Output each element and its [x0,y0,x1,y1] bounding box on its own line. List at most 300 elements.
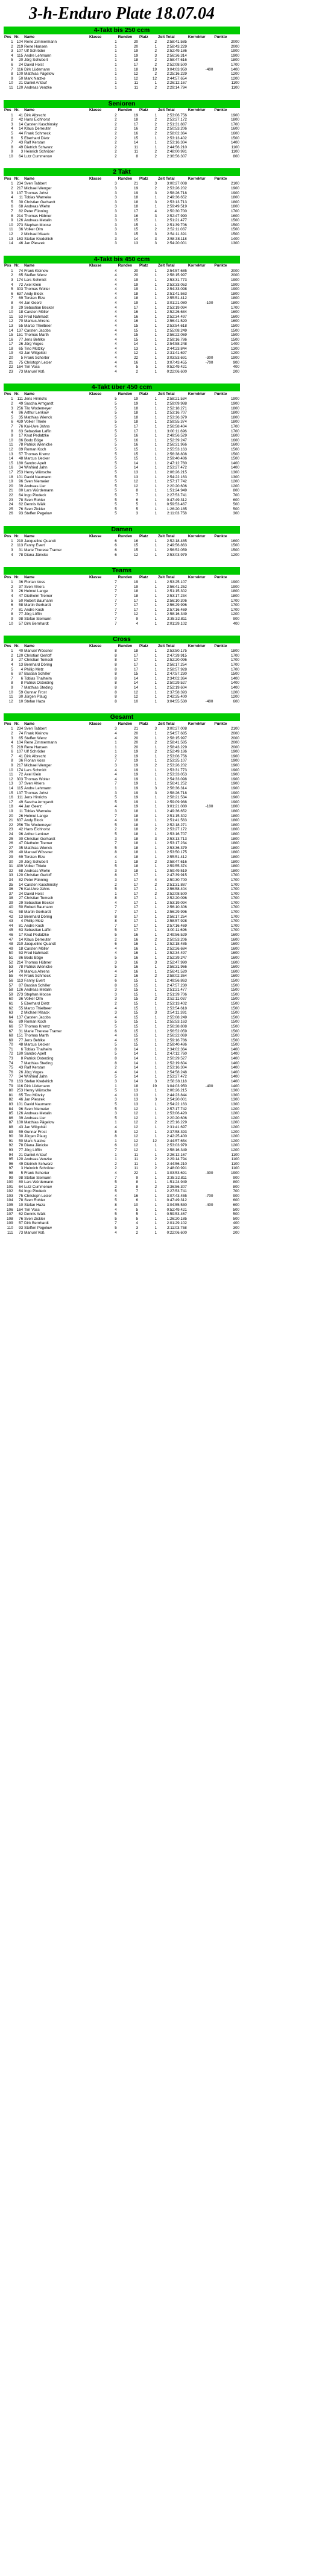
cell-runden: 16 [133,443,138,447]
cell-zeit-total: 2:50:30.700 [166,209,187,214]
cell-nr: 70 [19,969,24,974]
cell-korrektur [188,961,214,965]
cell-name: Daniel Antauf [24,1152,47,1157]
cell-klasse: 5 [115,470,117,475]
cell-korrektur [188,1176,214,1181]
cell-korrektur [188,49,214,54]
cell-platz: 1 [154,580,157,585]
cell-platz: 3 [154,791,157,795]
cell-zeit-total: 2:56:36.314 [166,786,187,791]
cell-name: Jens Behlke [24,337,45,342]
cell-zeit-total: 2:52:08.500 [166,62,187,67]
cell-runden: 20 [133,731,138,736]
cell-runden: 16 [133,360,138,365]
cell-klasse: 5 [115,411,117,415]
cell-runden: 16 [133,434,138,438]
cell-platz: 2 [154,974,157,979]
cell-zeit-total: 2:20:20.606 [166,1116,187,1120]
cell-platz: 1 [154,488,157,493]
cell-klasse: 5 [115,933,117,938]
cell-pos: 4 [11,552,13,557]
results-table [4,391,240,516]
cell-pos: 4 [11,282,13,287]
cell-nr: 76 [19,887,24,892]
cell-runden: 14 [133,140,138,145]
cell-nr: 30 [19,836,24,841]
header-row [4,264,240,269]
cell-pos: 65 [8,1020,13,1024]
table-row [4,938,240,942]
cell-korrektur [188,1002,214,1006]
cell-runden: 20 [133,40,138,44]
cell-punkte: 700 [233,1189,239,1194]
cell-nr: 164 [16,1207,24,1212]
cell-korrektur [188,543,214,548]
cell-punkte: 2000 [230,44,239,49]
cell-nr: 164 [16,365,24,370]
cell-name: Thomas Hübner [24,213,52,218]
table-row [4,1162,240,1167]
cell-runden: 12 [133,1143,138,1148]
cell-platz: 1 [154,273,157,278]
cell-korrektur [188,127,214,131]
table-row [4,677,240,681]
cell-runden: 17 [133,928,138,933]
cell-zeit-total: 2:34:02.364 [166,676,187,681]
cell-punkte: 900 [233,617,239,621]
cell-nr: 63 [19,928,24,933]
cell-punkte: 600 [233,699,239,704]
cell-korrektur [188,846,214,851]
cell-punkte: 1500 [230,328,239,333]
cell-runden: 11 [134,1152,138,1157]
cell-pos: 7 [11,209,13,214]
cell-nr: 57 [19,452,24,456]
cell-punkte: 1200 [230,76,239,81]
cell-nr: 57 [19,621,24,626]
cell-platz: 1 [154,402,157,406]
cell-nr: 8 [20,1056,24,1061]
cell-pos: 17 [8,342,13,347]
cell-runden: 12 [133,612,138,617]
cell-zeit-total: 2:54:11.391 [167,232,187,236]
cell-klasse: 2 [115,150,117,154]
cell-nr: 3 [20,1166,24,1171]
cell-punkte: 1600 [230,319,239,324]
column-header-zeit-total: Zeit Total [158,177,175,182]
cell-name: Andreas Lier [24,1116,46,1120]
cell-name: Tim Voss [24,1207,40,1212]
cell-runden: 16 [133,969,138,974]
cell-platz: 1 [154,538,157,543]
table-row [4,227,240,232]
cell-platz: 1 [154,81,157,86]
table-row [4,864,240,869]
cell-name: Gunnar Frost [24,1129,47,1134]
cell-klasse: 5 [115,425,117,429]
table-row [4,1093,240,1098]
cell-korrektur [188,411,214,415]
cell-klasse: 8 [115,667,117,672]
cell-klasse: 3 [115,223,117,227]
cell-punkte: 800 [233,1184,239,1189]
cell-klasse: 7 [115,923,117,928]
cell-platz: 1 [154,314,157,319]
cell-pos: 9 [11,305,13,310]
table-row [4,832,240,837]
cell-zeit-total: 1:51:24.949 [166,1180,187,1185]
cell-klasse: 8 [115,653,117,658]
cell-zeit-total: 2:59:09.988 [166,800,187,804]
cell-punkte: 1900 [230,356,239,361]
cell-zeit-total: 2:11:03.758 [167,511,187,516]
cell-pos: 12 [8,777,13,781]
cell-klasse: 7 [115,603,117,608]
table-row [4,370,240,374]
cell-platz: 1 [154,44,157,49]
cell-korrektur [188,860,214,865]
table-row [4,1217,240,1222]
cell-punkte: 2000 [230,736,239,740]
cell-platz: 1 [154,1134,157,1139]
table-row [4,411,240,415]
cell-runden: 5 [136,365,138,370]
cell-nr: 111 [17,795,24,800]
cell-klasse: 5 [115,1226,117,1231]
cell-klasse: 7 [115,584,117,589]
cell-punkte: 1900 [230,800,239,804]
cell-korrektur [188,539,214,544]
cell-klasse: 7 [115,607,117,612]
cell-klasse: 2 [115,1065,117,1070]
cell-pos: 49 [8,946,13,951]
cell-punkte: 900 [233,1175,239,1180]
cell-punkte: 900 [233,360,239,365]
cell-korrektur [188,585,214,590]
cell-korrektur [188,338,214,343]
cell-zeit-total: 2:55:08.249 [166,1015,187,1020]
cell-nr: 27 [19,896,24,901]
cell-name: Stephan Moose [24,223,51,227]
cell-klasse: 2 [115,140,117,145]
cell-korrektur [188,1029,214,1034]
cell-klasse: 5 [115,1180,117,1185]
cell-pos: 98 [8,1170,13,1175]
cell-name: Fred Nahmadt [24,314,49,319]
cell-punkte: 2000 [230,268,239,273]
cell-nr: 63 [19,429,24,434]
cell-pos: 12 [8,447,13,452]
cell-korrektur [188,273,214,278]
cell-zeit-total: 3:00:27.008 [166,727,187,731]
cell-punkte: 1700 [230,910,239,915]
cell-runden: 5 [136,1212,138,1217]
table-row [4,1020,240,1024]
cell-zeit-total: 2:52:11.037 [167,227,187,232]
cell-korrektur [188,791,214,796]
cell-punkte: 1900 [230,53,239,58]
table-row [4,754,240,759]
cell-platz: 1 [154,818,157,823]
cell-platz: 1 [154,305,157,310]
cell-runden: 8 [136,488,138,493]
cell-korrektur [188,498,214,503]
table-row [4,878,240,883]
cell-runden: 17 [133,877,138,882]
cell-punkte: 1500 [230,1015,239,1020]
table-row [4,237,240,242]
cell-korrektur [188,580,214,585]
cell-punkte: 1200 [230,1134,239,1139]
table-row [4,479,240,484]
cell-runden: 21 [133,182,138,186]
cell-pos: 89 [8,1129,13,1134]
cell-korrektur [188,754,214,759]
cell-name: Matthias Steding [24,1061,53,1065]
cell-punkte: 1800 [230,649,239,654]
cell-pos: 92 [8,1143,13,1148]
cell-nr: 50 [19,1138,24,1143]
cell-zeit-total: 2:01:29.102 [166,621,187,626]
table-row [4,970,240,974]
table-row [4,54,240,58]
cell-korrektur [188,681,214,686]
cell-korrektur [188,40,214,45]
cell-pos: 36 [8,887,13,892]
cell-zeit-total: 2:53:17.234 [166,594,187,599]
column-header-name: Name [24,534,35,538]
cell-klasse: 3 [115,763,117,768]
table-row [4,846,240,851]
cell-klasse: 3 [115,960,117,965]
cell-korrektur [188,727,214,731]
cell-nr: 31 [19,548,24,553]
cell-platz: 1 [154,1189,157,1194]
cell-klasse: 5 [115,1020,117,1024]
cell-name: Andre Koch [24,607,45,612]
cell-runden: 19 [133,580,138,585]
table-row [4,319,240,324]
cell-korrektur [188,850,214,855]
cell-name: Volker Olm [24,227,43,232]
cell-runden: 15 [133,136,138,140]
cell-name: Hans Eichhorst [24,827,50,832]
cell-klasse: 2 [115,145,117,150]
cell-klasse: 1 [115,72,117,77]
cell-runden: 13 [133,1097,138,1102]
cell-zeit-total: 2:53:26.202 [166,186,187,191]
cell-name: Matthias Steding [24,685,53,690]
cell-runden: 10 [133,1203,138,1208]
results-section [4,636,240,704]
cell-zeit-total: 2:58:02.364 [166,974,187,979]
cell-korrektur [188,993,214,997]
cell-korrektur [188,470,214,475]
cell-zeit-total: 2:52:18.485 [166,942,187,947]
cell-name: Stephan Moose [24,992,51,997]
cell-runden: 8 [136,1184,138,1189]
cell-platz: 1 [154,310,157,315]
cell-korrektur [188,1034,214,1038]
cell-platz: 3 [154,960,157,965]
cell-name: Thomas Hübner [24,960,52,965]
cell-punkte: 1500 [230,1038,239,1043]
cell-platz: 1 [154,1075,157,1079]
cell-name: Jürgen Pfaug [24,695,47,699]
cell-zeit-total: 2:54:33.098 [166,287,187,292]
cell-name: Phillip Metz [24,667,44,672]
cell-korrektur [188,622,214,627]
column-header-pos: Pos [4,34,11,39]
cell-name: Ingo Plodeck [24,1189,46,1194]
cell-korrektur [188,599,214,604]
cell-klasse: 3 [115,1011,117,1015]
cell-runden: 13 [133,1093,138,1097]
cell-runden: 17 [133,914,138,919]
cell-nr: 74 [19,268,24,273]
cell-pos: 81 [8,1093,13,1097]
cell-nr: 7 [20,1061,24,1065]
cell-platz: 1 [154,617,157,621]
cell-runden: 16 [133,310,138,315]
cell-runden: 19 [133,282,138,287]
cell-pos: 44 [8,923,13,928]
cell-punkte: 1800 [230,827,239,832]
cell-platz: 1 [154,415,157,420]
cell-pos: 10 [8,310,13,315]
cell-punkte: 1800 [230,813,239,818]
cell-zeit-total: 2:44:56.210 [166,1161,187,1166]
cell-zeit-total: 2:53:50.175 [166,850,187,855]
cell-nr: 65 [19,273,24,278]
cell-korrektur [188,1065,214,1070]
cell-korrektur [188,488,214,493]
table-row [4,425,240,429]
cell-runden: 15 [133,672,138,677]
column-header-zeit-total: Zeit Total [158,643,175,648]
cell-zeit-total: 2:25:16.229 [166,72,187,77]
cell-name: Markus Ahrens [24,969,50,974]
cell-klasse: 5 [115,484,117,488]
cell-pos: 3 [11,191,13,195]
cell-pos: 87 [8,1120,13,1125]
table-row [4,740,240,745]
cell-platz: 1 [154,1029,157,1034]
cell-nr: 21 [19,81,24,86]
cell-name: Sven Ahlers [24,781,45,786]
cell-runden: 18 [133,813,138,818]
cell-pos: 2 [11,402,13,406]
cell-pos: 60 [8,997,13,1002]
cell-name: Ulf Schröder [24,49,46,54]
cell-platz: 1 [154,845,157,850]
cell-runden: 14 [133,1079,138,1084]
cell-runden: 18 [133,649,138,654]
cell-punkte: 500 [233,1216,239,1221]
cell-klasse: 5 [115,800,117,804]
cell-klasse: 2 [115,1166,117,1171]
cell-platz: 1 [154,484,157,488]
cell-nr: 10 [19,699,24,704]
column-header-korrektur: Korrektur [188,392,206,397]
table-row [4,668,240,672]
cell-pos: 10 [8,621,13,626]
cell-zeit-total: 2:48:00.991 [166,150,187,154]
cell-platz: 1 [154,113,157,118]
cell-name: Florian Voss [24,759,45,763]
cell-pos: 84 [8,1106,13,1111]
cell-korrektur [188,466,214,470]
cell-name: Dietrich Schwarz [24,145,53,150]
cell-platz: 1 [154,1061,157,1065]
cell-korrektur [188,1020,214,1024]
cell-nr: 86 [19,438,24,443]
cell-zeit-total: 2:44:57.654 [166,76,187,81]
cell-name: Andreas Metalin [24,988,52,993]
cell-platz: 1 [154,759,157,763]
cell-name: Torsten Elze [24,296,45,301]
cell-runden: 16 [133,974,138,979]
cell-nr: 219 [16,745,24,750]
cell-korrektur [188,315,214,320]
cell-pos: 78 [8,1079,13,1084]
table-row [4,974,240,979]
cell-pos: 14 [8,786,13,791]
table-row [4,1116,240,1121]
table-row [4,456,240,461]
table-row [4,860,240,865]
cell-zeit-total: 2:58:16.349 [166,1148,187,1152]
cell-zeit-total: 2:58:57.928 [166,919,187,924]
cell-korrektur [188,425,214,429]
cell-pos: 37 [8,891,13,896]
cell-klasse: 8 [115,1047,117,1052]
cell-klasse: 4 [115,1093,117,1097]
cell-runden: 16 [133,314,138,319]
cell-korrektur [188,823,214,828]
column-header-runden: Runden [118,722,133,727]
cell-name: Andreas Lier [24,484,46,488]
cell-nr: 20 [19,859,24,864]
column-header-pos: Pos [4,264,11,268]
cell-pos: 25 [8,836,13,841]
cell-klasse: 5 [115,420,117,425]
cell-runden: 15 [133,992,138,997]
cell-nr: 5 [20,1170,24,1175]
table-row [4,1107,240,1112]
cell-nr: 78 [19,1198,24,1203]
table-row [4,278,240,283]
cell-zeit-total: 2:50:29.527 [166,1056,187,1061]
column-header-klasse: Klasse [89,392,102,397]
cell-punkte: 1200 [230,1125,239,1129]
cell-zeit-total: 2:35:32.811 [167,1175,187,1180]
column-header-platz: Platz [139,643,148,648]
cell-nr: 49 [19,402,24,406]
cell-pos: 8 [11,300,13,305]
cell-nr: 26 [19,1070,24,1075]
cell-zeit-total: 2:42:25.400 [166,695,187,699]
cell-pos: 8 [11,681,13,686]
cell-name: Carsten Jacobs [24,1015,51,1020]
cell-punkte: 1800 [230,854,239,859]
cell-platz: 1 [154,140,157,145]
cell-punkte: 1700 [230,425,239,429]
cell-runden: 2 [136,369,138,374]
cell-klasse: 4 [115,287,117,292]
table-row [4,488,240,493]
cell-klasse: 5 [115,1189,117,1194]
